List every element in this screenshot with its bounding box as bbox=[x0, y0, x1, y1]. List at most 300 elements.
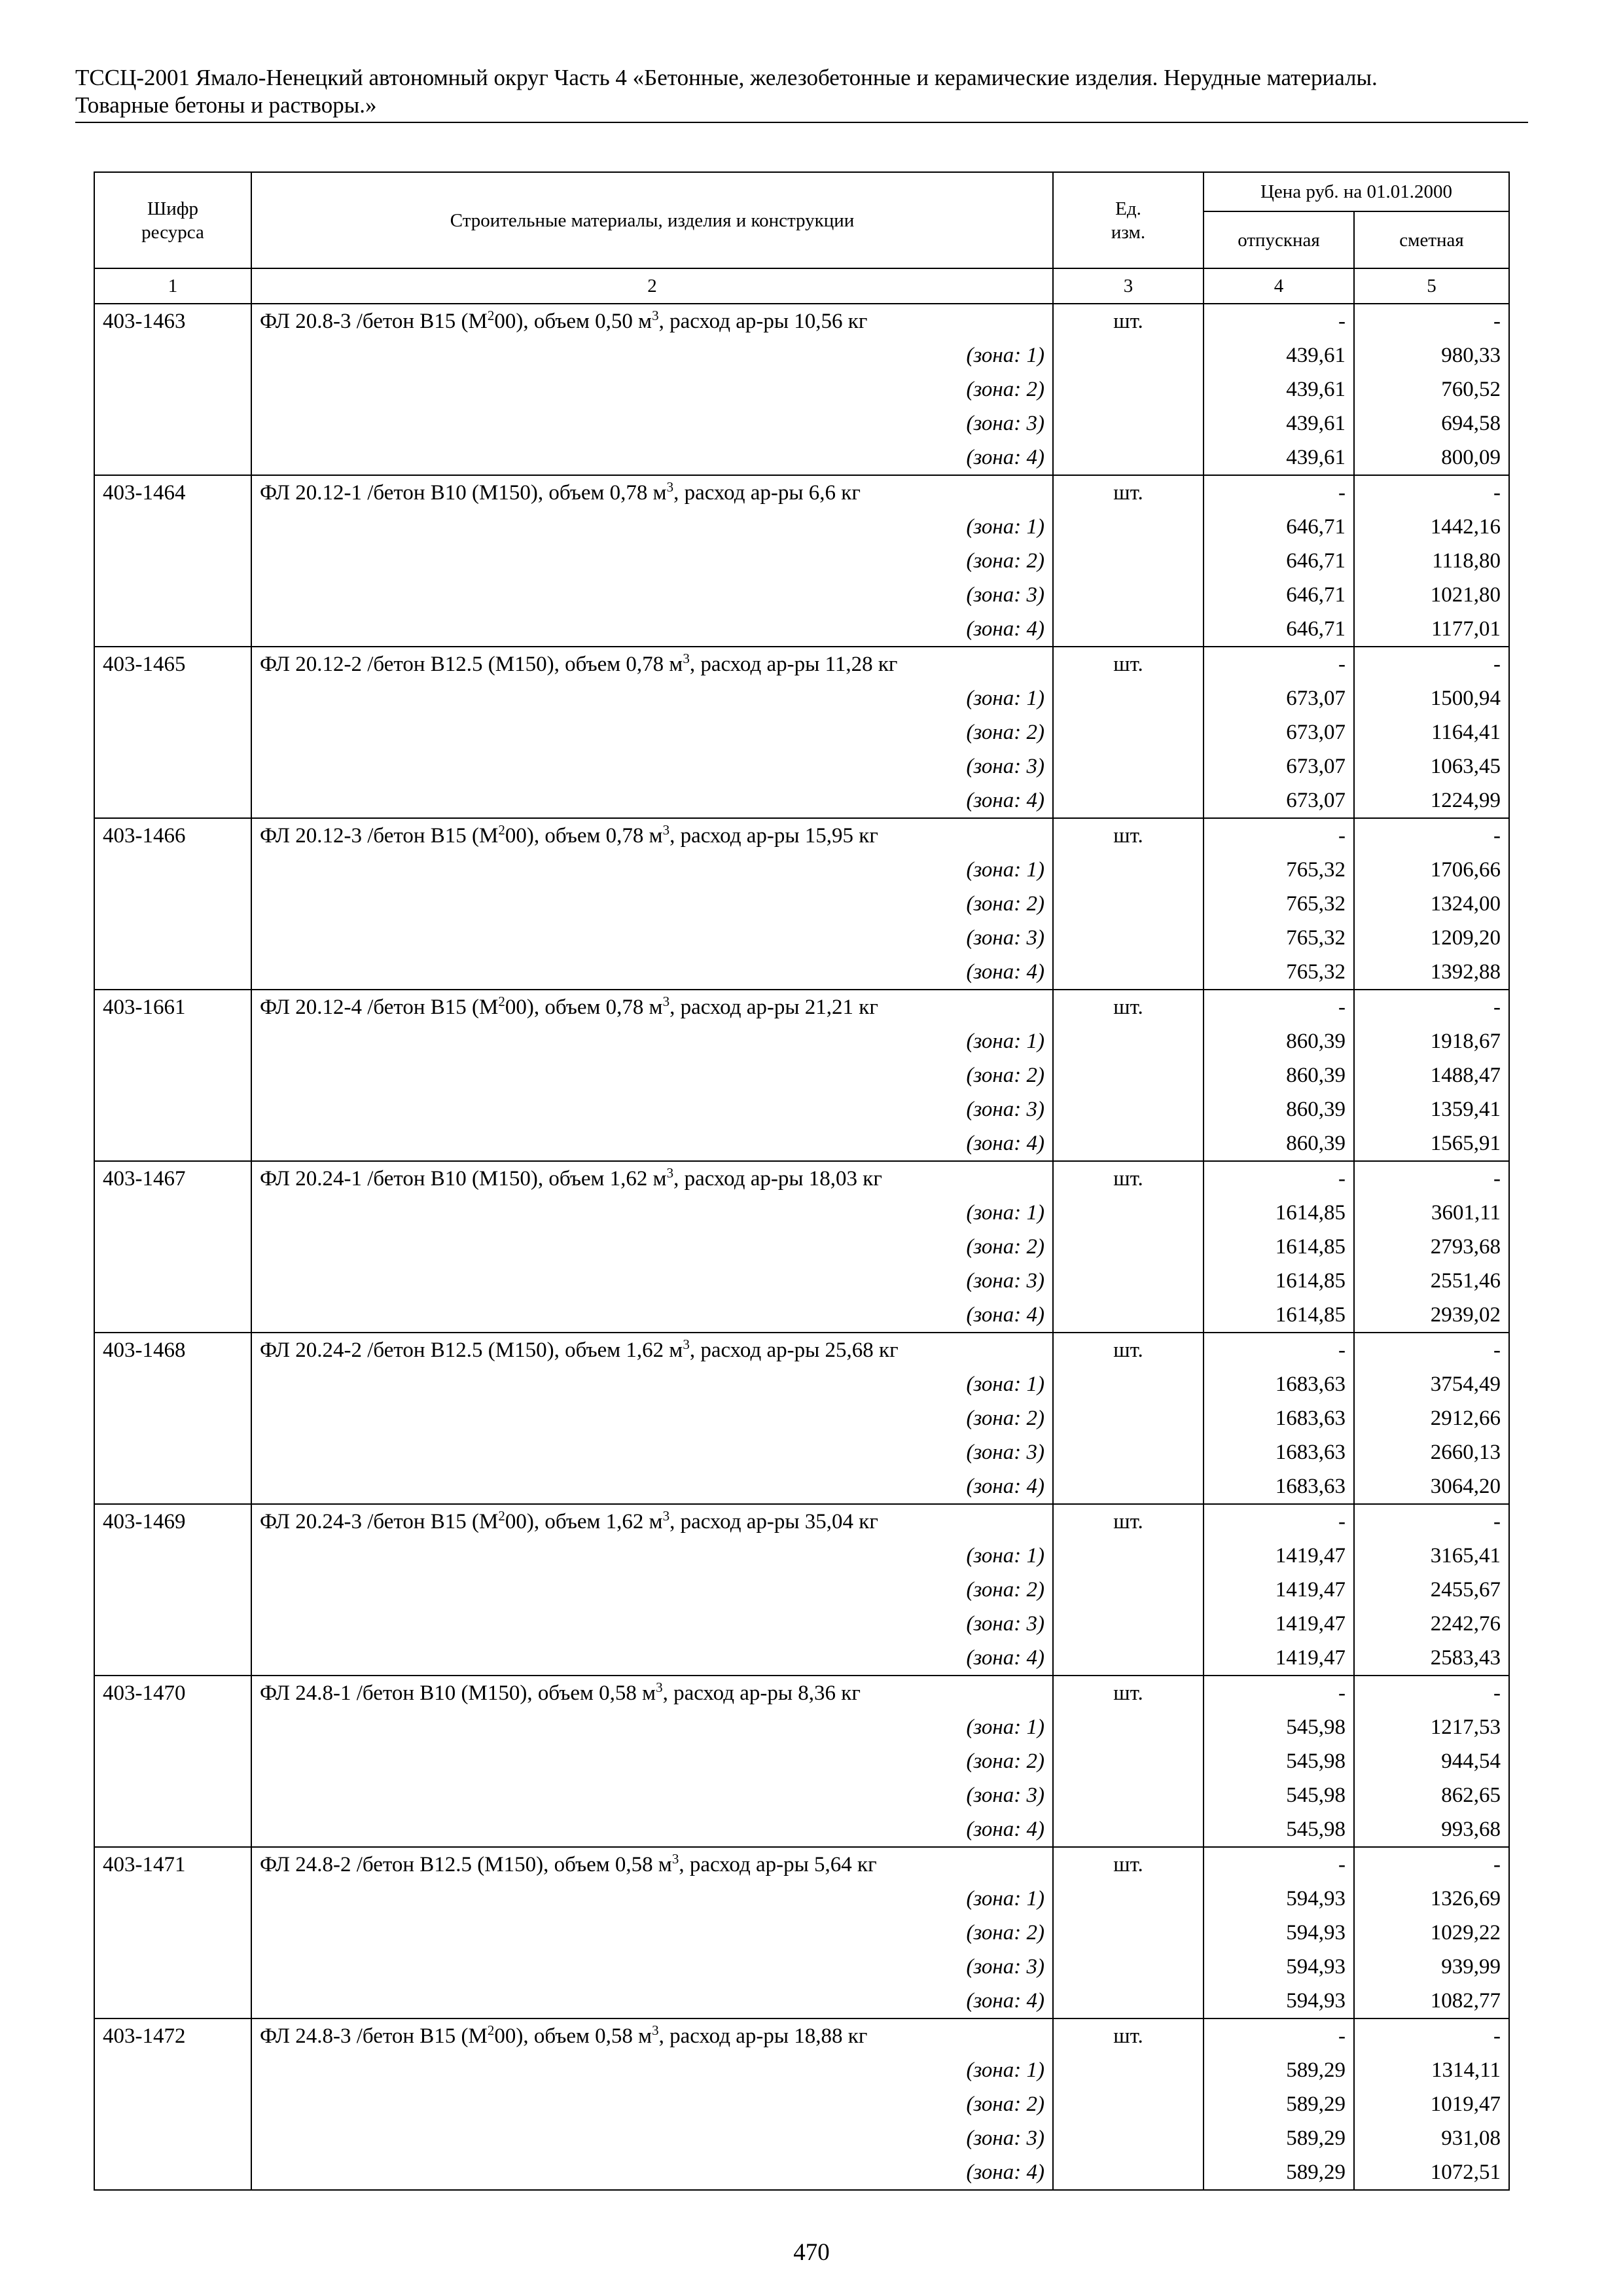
item-name bbox=[251, 1504, 1053, 1539]
price-estimate: 980,33 bbox=[1354, 338, 1509, 372]
empty-cell bbox=[94, 1812, 251, 1847]
resource-code: 403-1470 bbox=[94, 1676, 251, 1710]
item-name bbox=[251, 1333, 1053, 1367]
price-estimate: 1063,45 bbox=[1354, 749, 1509, 783]
price-release: 589,29 bbox=[1204, 2053, 1354, 2087]
price-release: 545,98 bbox=[1204, 1812, 1354, 1847]
empty-cell bbox=[1053, 1641, 1204, 1676]
zone-label: (зона: 3) bbox=[251, 921, 1053, 955]
price-estimate: 1164,41 bbox=[1354, 715, 1509, 749]
header-price-release: отпускная bbox=[1204, 211, 1354, 268]
price-estimate: 760,52 bbox=[1354, 372, 1509, 406]
unit: шт. bbox=[1053, 818, 1204, 853]
price-release: 860,39 bbox=[1204, 1024, 1354, 1058]
item-name-part: ФЛ 20.12-2 /бетон В12.5 (М150), объем 0,78 м bbox=[260, 653, 683, 676]
zone-label: (зона: 3) bbox=[251, 749, 1053, 783]
zone-row bbox=[94, 1641, 1509, 1676]
unit: шт. bbox=[1053, 1676, 1204, 1710]
page-number: 470 bbox=[793, 2239, 830, 2266]
empty-cell bbox=[1053, 1984, 1204, 2018]
item-name-part: , расход ар-ры 5,64 кг bbox=[679, 1853, 877, 1876]
resource-code: 403-1463 bbox=[94, 304, 251, 338]
zone-label: (зона: 3) bbox=[251, 406, 1053, 440]
header-line-2: Товарные бетоны и растворы.» bbox=[75, 92, 377, 118]
price-estimate: 1029,22 bbox=[1354, 1916, 1509, 1950]
empty-cell bbox=[1053, 1950, 1204, 1984]
item-name-part: , расход ар-ры 18,88 кг bbox=[658, 2024, 868, 2048]
superscript-three: 3 bbox=[652, 2022, 659, 2038]
zone-row bbox=[94, 578, 1509, 612]
item-name-part: 00), объем 0,78 м bbox=[505, 996, 663, 1019]
superscript-three: 3 bbox=[671, 1851, 679, 1867]
empty-cell bbox=[94, 1092, 251, 1126]
price-estimate: 1392,88 bbox=[1354, 955, 1509, 990]
price-estimate: 3754,49 bbox=[1354, 1367, 1509, 1401]
empty-cell bbox=[1053, 1469, 1204, 1504]
zone-row bbox=[94, 1882, 1509, 1916]
empty-cell bbox=[94, 1882, 251, 1916]
zone-row bbox=[94, 440, 1509, 475]
empty-cell bbox=[1053, 783, 1204, 818]
empty-cell bbox=[94, 783, 251, 818]
price-release: 1683,63 bbox=[1204, 1469, 1354, 1504]
unit: шт. bbox=[1053, 304, 1204, 338]
zone-row bbox=[94, 1607, 1509, 1641]
price-estimate: 2793,68 bbox=[1354, 1230, 1509, 1264]
price-release: - bbox=[1204, 1847, 1354, 1882]
zone-label: (зона: 2) bbox=[251, 1573, 1053, 1607]
price-estimate: - bbox=[1354, 475, 1509, 510]
superscript-three: 3 bbox=[656, 1679, 663, 1695]
zone-row bbox=[94, 715, 1509, 749]
resource-code: 403-1661 bbox=[94, 990, 251, 1024]
zone-row bbox=[94, 749, 1509, 783]
price-release: - bbox=[1204, 818, 1354, 853]
empty-cell bbox=[94, 1469, 251, 1504]
empty-cell bbox=[1053, 887, 1204, 921]
empty-cell bbox=[94, 510, 251, 544]
zone-row bbox=[94, 1573, 1509, 1607]
unit: шт. bbox=[1053, 475, 1204, 510]
item-name-part: 00), объем 0,50 м bbox=[494, 310, 652, 333]
superscript-three: 3 bbox=[652, 308, 659, 323]
zone-label: (зона: 2) bbox=[251, 544, 1053, 578]
empty-cell bbox=[94, 1196, 251, 1230]
zone-label: (зона: 1) bbox=[251, 1710, 1053, 1744]
price-release: 594,93 bbox=[1204, 1984, 1354, 2018]
item-name-part: ФЛ 20.24-3 /бетон В15 (М bbox=[260, 1510, 499, 1534]
unit: шт. bbox=[1053, 1847, 1204, 1882]
empty-cell bbox=[1053, 1710, 1204, 1744]
empty-cell bbox=[94, 1058, 251, 1092]
item-name-part: ФЛ 24.8-1 /бетон В10 (М150), объем 0,58 м bbox=[260, 1681, 656, 1705]
zone-row bbox=[94, 921, 1509, 955]
zone-row bbox=[94, 1916, 1509, 1950]
empty-cell bbox=[94, 2155, 251, 2190]
zone-label: (зона: 4) bbox=[251, 1641, 1053, 1676]
zone-row bbox=[94, 372, 1509, 406]
header-unit: Ед. изм. bbox=[1053, 172, 1204, 268]
empty-cell bbox=[94, 1298, 251, 1333]
table-row bbox=[94, 818, 1509, 853]
item-name-part: ФЛ 20.12-4 /бетон В15 (М bbox=[260, 996, 499, 1019]
item-name bbox=[251, 475, 1053, 510]
item-name-part: 00), объем 1,62 м bbox=[505, 1510, 663, 1534]
zone-label: (зона: 4) bbox=[251, 1298, 1053, 1333]
zone-row bbox=[94, 1744, 1509, 1778]
empty-cell bbox=[1053, 2155, 1204, 2190]
price-estimate: - bbox=[1354, 304, 1509, 338]
zone-row bbox=[94, 1367, 1509, 1401]
price-estimate: 1324,00 bbox=[1354, 887, 1509, 921]
table-row bbox=[94, 647, 1509, 681]
zone-label: (зона: 2) bbox=[251, 372, 1053, 406]
zone-row bbox=[94, 2121, 1509, 2155]
empty-cell bbox=[1053, 1744, 1204, 1778]
price-estimate: 2660,13 bbox=[1354, 1435, 1509, 1469]
superscript-three: 3 bbox=[666, 1165, 674, 1181]
zone-row bbox=[94, 1230, 1509, 1264]
item-name-part: ФЛ 20.12-1 /бетон В10 (М150), объем 0,78 м bbox=[260, 481, 667, 505]
empty-cell bbox=[1053, 1401, 1204, 1435]
item-name-part: , расход ар-ры 6,6 кг bbox=[673, 481, 861, 505]
zone-row bbox=[94, 1264, 1509, 1298]
empty-cell bbox=[1053, 1435, 1204, 1469]
price-release: 860,39 bbox=[1204, 1058, 1354, 1092]
zone-label: (зона: 4) bbox=[251, 612, 1053, 647]
empty-cell bbox=[1053, 406, 1204, 440]
zone-label: (зона: 1) bbox=[251, 1367, 1053, 1401]
empty-cell bbox=[94, 887, 251, 921]
zone-label: (зона: 1) bbox=[251, 1882, 1053, 1916]
price-release: - bbox=[1204, 1333, 1354, 1367]
price-estimate: 862,65 bbox=[1354, 1778, 1509, 1812]
empty-cell bbox=[1053, 612, 1204, 647]
item-name-part: ФЛ 20.24-2 /бетон В12.5 (М150), объем 1,62 м bbox=[260, 1338, 683, 1362]
price-release: 673,07 bbox=[1204, 715, 1354, 749]
empty-cell bbox=[94, 1401, 251, 1435]
zone-label: (зона: 4) bbox=[251, 783, 1053, 818]
price-estimate: - bbox=[1354, 818, 1509, 853]
empty-cell bbox=[94, 1744, 251, 1778]
price-table bbox=[94, 171, 1510, 2191]
empty-cell bbox=[94, 1435, 251, 1469]
superscript-three: 3 bbox=[683, 651, 690, 666]
resource-code: 403-1471 bbox=[94, 1847, 251, 1882]
zone-label: (зона: 1) bbox=[251, 338, 1053, 372]
resource-code: 403-1468 bbox=[94, 1333, 251, 1367]
price-release: - bbox=[1204, 1161, 1354, 1196]
price-estimate: 1217,53 bbox=[1354, 1710, 1509, 1744]
empty-cell bbox=[1053, 578, 1204, 612]
resource-code: 403-1472 bbox=[94, 2018, 251, 2053]
empty-cell bbox=[94, 1916, 251, 1950]
zone-row bbox=[94, 510, 1509, 544]
price-estimate: 2242,76 bbox=[1354, 1607, 1509, 1641]
price-release: 594,93 bbox=[1204, 1882, 1354, 1916]
resource-code: 403-1466 bbox=[94, 818, 251, 853]
zone-row bbox=[94, 1298, 1509, 1333]
price-release: 860,39 bbox=[1204, 1092, 1354, 1126]
item-name bbox=[251, 990, 1053, 1024]
zone-label: (зона: 2) bbox=[251, 1401, 1053, 1435]
empty-cell bbox=[1053, 681, 1204, 715]
empty-cell bbox=[1053, 1058, 1204, 1092]
empty-cell bbox=[94, 1024, 251, 1058]
empty-cell bbox=[1053, 1778, 1204, 1812]
price-estimate: 3064,20 bbox=[1354, 1469, 1509, 1504]
zone-row bbox=[94, 612, 1509, 647]
resource-code: 403-1464 bbox=[94, 475, 251, 510]
price-release: 1614,85 bbox=[1204, 1230, 1354, 1264]
zone-row bbox=[94, 406, 1509, 440]
price-release: 1683,63 bbox=[1204, 1401, 1354, 1435]
item-name-part: 00), объем 0,58 м bbox=[494, 2024, 652, 2048]
column-number: 4 bbox=[1204, 268, 1354, 304]
zone-row bbox=[94, 955, 1509, 990]
zone-label: (зона: 1) bbox=[251, 1196, 1053, 1230]
zone-label: (зона: 3) bbox=[251, 2121, 1053, 2155]
zone-row bbox=[94, 2087, 1509, 2121]
price-release: 646,71 bbox=[1204, 510, 1354, 544]
column-number: 1 bbox=[94, 268, 251, 304]
empty-cell bbox=[1053, 2087, 1204, 2121]
empty-cell bbox=[1053, 1573, 1204, 1607]
price-estimate: 1019,47 bbox=[1354, 2087, 1509, 2121]
superscript-three: 3 bbox=[662, 1508, 670, 1524]
price-estimate: 1314,11 bbox=[1354, 2053, 1509, 2087]
empty-cell bbox=[1053, 1264, 1204, 1298]
price-estimate: 1565,91 bbox=[1354, 1126, 1509, 1161]
zone-label: (зона: 1) bbox=[251, 2053, 1053, 2087]
table-row bbox=[94, 304, 1509, 338]
empty-cell bbox=[1053, 1607, 1204, 1641]
price-estimate: 2583,43 bbox=[1354, 1641, 1509, 1676]
price-release: 1419,47 bbox=[1204, 1573, 1354, 1607]
price-release: - bbox=[1204, 990, 1354, 1024]
price-estimate: 1224,99 bbox=[1354, 783, 1509, 818]
zone-label: (зона: 3) bbox=[251, 1778, 1053, 1812]
item-name-part: , расход ар-ры 21,21 кг bbox=[669, 996, 878, 1019]
unit: шт. bbox=[1053, 1504, 1204, 1539]
empty-cell bbox=[1053, 372, 1204, 406]
empty-cell bbox=[94, 853, 251, 887]
price-release: 860,39 bbox=[1204, 1126, 1354, 1161]
item-name-part: 00), объем 0,78 м bbox=[505, 824, 663, 848]
zone-row bbox=[94, 1469, 1509, 1504]
empty-cell bbox=[94, 372, 251, 406]
zone-row bbox=[94, 887, 1509, 921]
resource-code: 403-1469 bbox=[94, 1504, 251, 1539]
zone-row bbox=[94, 1812, 1509, 1847]
zone-label: (зона: 1) bbox=[251, 681, 1053, 715]
price-estimate: - bbox=[1354, 647, 1509, 681]
zone-label: (зона: 4) bbox=[251, 955, 1053, 990]
price-release: 1683,63 bbox=[1204, 1367, 1354, 1401]
empty-cell bbox=[94, 681, 251, 715]
zone-label: (зона: 4) bbox=[251, 1469, 1053, 1504]
price-estimate: 694,58 bbox=[1354, 406, 1509, 440]
price-estimate: 1118,80 bbox=[1354, 544, 1509, 578]
price-table-body bbox=[94, 304, 1509, 2190]
empty-cell bbox=[1053, 1916, 1204, 1950]
empty-cell bbox=[94, 2121, 251, 2155]
column-number: 5 bbox=[1354, 268, 1509, 304]
price-estimate: - bbox=[1354, 2018, 1509, 2053]
superscript-three: 3 bbox=[662, 994, 670, 1009]
zone-row bbox=[94, 783, 1509, 818]
price-release: - bbox=[1204, 2018, 1354, 2053]
item-name-part: ФЛ 20.8-3 /бетон В15 (М bbox=[260, 310, 488, 333]
item-name-part: ФЛ 24.8-2 /бетон В12.5 (М150), объем 0,58 м bbox=[260, 1853, 672, 1876]
empty-cell bbox=[94, 1539, 251, 1573]
price-estimate: 3601,11 bbox=[1354, 1196, 1509, 1230]
resource-code: 403-1467 bbox=[94, 1161, 251, 1196]
zone-row bbox=[94, 681, 1509, 715]
zone-label: (зона: 2) bbox=[251, 887, 1053, 921]
zone-label: (зона: 3) bbox=[251, 1092, 1053, 1126]
price-estimate: 1442,16 bbox=[1354, 510, 1509, 544]
header-price-group: Цена руб. на 01.01.2000 bbox=[1204, 172, 1509, 211]
column-number: 2 bbox=[251, 268, 1053, 304]
empty-cell bbox=[1053, 1882, 1204, 1916]
zone-label: (зона: 3) bbox=[251, 1950, 1053, 1984]
unit: шт. bbox=[1053, 2018, 1204, 2053]
price-release: 1614,85 bbox=[1204, 1298, 1354, 1333]
empty-cell bbox=[94, 1264, 251, 1298]
empty-cell bbox=[1053, 853, 1204, 887]
price-release: 765,32 bbox=[1204, 955, 1354, 990]
price-estimate: - bbox=[1354, 1676, 1509, 1710]
price-estimate: 939,99 bbox=[1354, 1950, 1509, 1984]
price-estimate: 1500,94 bbox=[1354, 681, 1509, 715]
empty-cell bbox=[94, 1710, 251, 1744]
item-name bbox=[251, 1161, 1053, 1196]
zone-row bbox=[94, 1092, 1509, 1126]
item-name-part: ФЛ 24.8-3 /бетон В15 (М bbox=[260, 2024, 488, 2048]
price-release: 646,71 bbox=[1204, 578, 1354, 612]
zone-label: (зона: 3) bbox=[251, 1435, 1053, 1469]
zone-row bbox=[94, 1126, 1509, 1161]
zone-row bbox=[94, 1710, 1509, 1744]
document-header bbox=[75, 64, 1528, 123]
zone-label: (зона: 4) bbox=[251, 2155, 1053, 2190]
price-estimate: 2912,66 bbox=[1354, 1401, 1509, 1435]
price-release: 594,93 bbox=[1204, 1950, 1354, 1984]
empty-cell bbox=[1053, 715, 1204, 749]
empty-cell bbox=[1053, 1539, 1204, 1573]
zone-row bbox=[94, 2155, 1509, 2190]
price-estimate: - bbox=[1354, 990, 1509, 1024]
price-estimate: 931,08 bbox=[1354, 2121, 1509, 2155]
price-release: 439,61 bbox=[1204, 372, 1354, 406]
superscript-three: 3 bbox=[662, 822, 670, 838]
table-row bbox=[94, 1333, 1509, 1367]
zone-label: (зона: 4) bbox=[251, 440, 1053, 475]
zone-label: (зона: 2) bbox=[251, 1744, 1053, 1778]
empty-cell bbox=[94, 2087, 251, 2121]
empty-cell bbox=[1053, 440, 1204, 475]
item-name bbox=[251, 1676, 1053, 1710]
empty-cell bbox=[94, 2053, 251, 2087]
zone-row bbox=[94, 1024, 1509, 1058]
price-estimate: 944,54 bbox=[1354, 1744, 1509, 1778]
item-name bbox=[251, 1847, 1053, 1882]
zone-row bbox=[94, 544, 1509, 578]
zone-row bbox=[94, 853, 1509, 887]
item-name-part: , расход ар-ры 35,04 кг bbox=[669, 1510, 878, 1534]
price-estimate: 800,09 bbox=[1354, 440, 1509, 475]
superscript-three: 3 bbox=[683, 1336, 690, 1352]
item-name-part: , расход ар-ры 25,68 кг bbox=[689, 1338, 899, 1362]
price-release: 1614,85 bbox=[1204, 1196, 1354, 1230]
empty-cell bbox=[94, 921, 251, 955]
empty-cell bbox=[1053, 544, 1204, 578]
price-release: 1419,47 bbox=[1204, 1607, 1354, 1641]
price-release: 439,61 bbox=[1204, 406, 1354, 440]
price-release: 1419,47 bbox=[1204, 1539, 1354, 1573]
empty-cell bbox=[1053, 921, 1204, 955]
price-release: - bbox=[1204, 304, 1354, 338]
zone-label: (зона: 1) bbox=[251, 1024, 1053, 1058]
price-release: 589,29 bbox=[1204, 2087, 1354, 2121]
empty-cell bbox=[94, 338, 251, 372]
unit: шт. bbox=[1053, 1161, 1204, 1196]
table-row bbox=[94, 1676, 1509, 1710]
zone-label: (зона: 3) bbox=[251, 1607, 1053, 1641]
zone-label: (зона: 1) bbox=[251, 510, 1053, 544]
item-name bbox=[251, 2018, 1053, 2053]
empty-cell bbox=[1053, 1812, 1204, 1847]
zone-label: (зона: 2) bbox=[251, 715, 1053, 749]
superscript-two: 2 bbox=[498, 1508, 505, 1524]
superscript-two: 2 bbox=[487, 308, 495, 323]
table-row bbox=[94, 1847, 1509, 1882]
price-estimate: 2939,02 bbox=[1354, 1298, 1509, 1333]
superscript-two: 2 bbox=[498, 994, 505, 1009]
price-release: 439,61 bbox=[1204, 440, 1354, 475]
price-estimate: 1488,47 bbox=[1354, 1058, 1509, 1092]
price-estimate: - bbox=[1354, 1847, 1509, 1882]
empty-cell bbox=[1053, 1367, 1204, 1401]
item-name bbox=[251, 304, 1053, 338]
empty-cell bbox=[1053, 2121, 1204, 2155]
table-row bbox=[94, 2018, 1509, 2053]
price-release: - bbox=[1204, 1504, 1354, 1539]
empty-cell bbox=[94, 715, 251, 749]
zone-label: (зона: 2) bbox=[251, 2087, 1053, 2121]
item-name bbox=[251, 818, 1053, 853]
zone-label: (зона: 4) bbox=[251, 1812, 1053, 1847]
zone-row bbox=[94, 1058, 1509, 1092]
price-release: 673,07 bbox=[1204, 749, 1354, 783]
price-estimate: 1072,51 bbox=[1354, 2155, 1509, 2190]
empty-cell bbox=[1053, 510, 1204, 544]
empty-cell bbox=[94, 1950, 251, 1984]
price-release: 1683,63 bbox=[1204, 1435, 1354, 1469]
table-row bbox=[94, 475, 1509, 510]
price-estimate: - bbox=[1354, 1333, 1509, 1367]
empty-cell bbox=[1053, 1196, 1204, 1230]
header-price-estimate: сметная bbox=[1354, 211, 1509, 268]
price-release: 594,93 bbox=[1204, 1916, 1354, 1950]
zone-label: (зона: 4) bbox=[251, 1984, 1053, 2018]
price-release: 1614,85 bbox=[1204, 1264, 1354, 1298]
item-name-part: ФЛ 20.24-1 /бетон В10 (М150), объем 1,62 м bbox=[260, 1167, 667, 1191]
table-row bbox=[94, 1504, 1509, 1539]
empty-cell bbox=[1053, 1126, 1204, 1161]
price-estimate: 1918,67 bbox=[1354, 1024, 1509, 1058]
